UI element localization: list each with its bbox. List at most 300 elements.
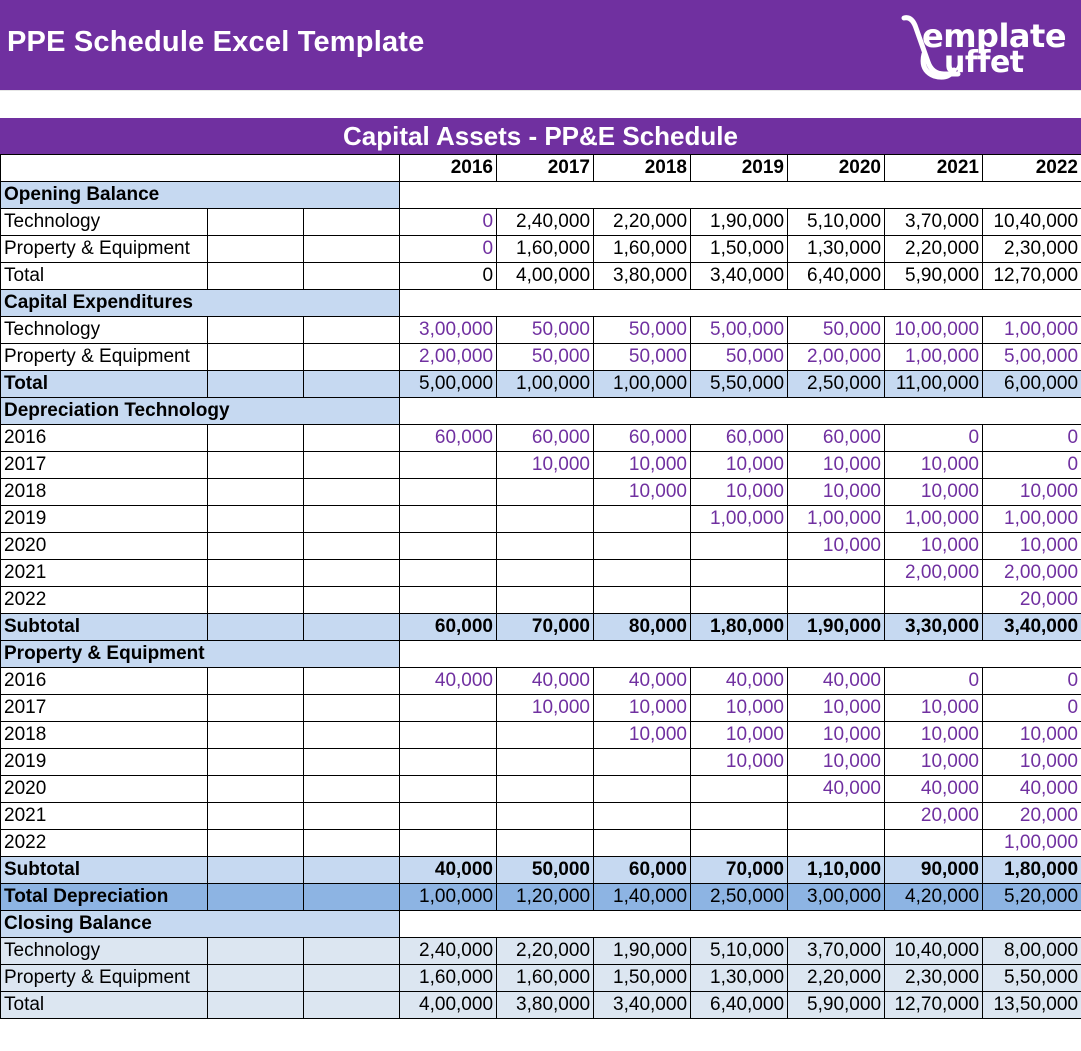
empty-cell: [208, 533, 304, 560]
section-header-row: [1, 398, 1081, 425]
value-cell: 4,00,000: [400, 992, 497, 1019]
empty-cell: [304, 992, 400, 1019]
section-blank-cell: [400, 290, 1081, 317]
value-cell: 10,000: [594, 452, 691, 479]
row-label: 2016: [1, 425, 208, 452]
empty-cell: [208, 830, 304, 857]
row-label: 2019: [1, 506, 208, 533]
value-cell: 5,90,000: [788, 992, 885, 1019]
value-cell: [497, 803, 594, 830]
empty-cell: [208, 209, 304, 236]
value-cell: [497, 749, 594, 776]
value-cell: 1,00,000: [983, 830, 1081, 857]
value-cell: 1,80,000: [983, 857, 1081, 884]
empty-cell: [208, 614, 304, 641]
light-row: [1, 938, 1081, 965]
value-cell: 6,40,000: [691, 992, 788, 1019]
band-row: [1, 371, 1081, 398]
empty-cell: [208, 695, 304, 722]
value-cell: 0: [400, 263, 497, 290]
row-label: Subtotal: [1, 614, 208, 641]
section-blank-cell: [400, 911, 1081, 938]
value-cell: 5,50,000: [691, 371, 788, 398]
empty-cell: [304, 722, 400, 749]
value-cell: 2,00,000: [983, 560, 1081, 587]
row-label: 2017: [1, 452, 208, 479]
value-cell: 10,40,000: [983, 209, 1081, 236]
data-row: [1, 263, 1081, 290]
value-cell: [400, 560, 497, 587]
value-cell: 10,000: [983, 533, 1081, 560]
value-cell: 3,30,000: [885, 614, 983, 641]
data-row: [1, 668, 1081, 695]
value-cell: [400, 695, 497, 722]
dark-row: [1, 884, 1081, 911]
year-header: 2019: [691, 155, 788, 182]
value-cell: [691, 830, 788, 857]
value-cell: 60,000: [788, 425, 885, 452]
value-cell: 10,000: [594, 695, 691, 722]
empty-cell: [304, 236, 400, 263]
data-row: [1, 479, 1081, 506]
empty-cell: [304, 209, 400, 236]
value-cell: 10,000: [885, 533, 983, 560]
value-cell: [400, 587, 497, 614]
value-cell: [400, 722, 497, 749]
empty-cell: [208, 236, 304, 263]
value-cell: 2,00,000: [788, 344, 885, 371]
empty-cell: [208, 668, 304, 695]
empty-cell: [304, 452, 400, 479]
value-cell: 40,000: [983, 776, 1081, 803]
empty-cell: [208, 857, 304, 884]
value-cell: 10,000: [885, 479, 983, 506]
empty-cell: [304, 749, 400, 776]
spacer-row: [0, 90, 1081, 119]
year-header: 2020: [788, 155, 885, 182]
empty-cell: [304, 587, 400, 614]
row-label: 2022: [1, 587, 208, 614]
value-cell: 10,000: [691, 479, 788, 506]
value-cell: [497, 479, 594, 506]
value-cell: 3,80,000: [594, 263, 691, 290]
value-cell: [691, 587, 788, 614]
value-cell: 20,000: [983, 587, 1081, 614]
section-label: Capital Expenditures: [1, 290, 400, 317]
empty-cell: [304, 479, 400, 506]
data-row: [1, 209, 1081, 236]
empty-cell: [208, 506, 304, 533]
value-cell: 10,000: [788, 452, 885, 479]
value-cell: 50,000: [497, 317, 594, 344]
value-cell: 6,40,000: [788, 263, 885, 290]
row-label: Property & Equipment: [1, 344, 208, 371]
value-cell: 13,50,000: [983, 992, 1081, 1019]
value-cell: [594, 803, 691, 830]
value-cell: 10,000: [788, 695, 885, 722]
value-cell: 10,000: [885, 452, 983, 479]
value-cell: 10,000: [691, 695, 788, 722]
value-cell: 1,90,000: [691, 209, 788, 236]
empty-cell: [304, 614, 400, 641]
value-cell: 20,000: [885, 803, 983, 830]
value-cell: 10,000: [497, 452, 594, 479]
value-cell: 50,000: [788, 317, 885, 344]
row-label: Total Depreciation: [1, 884, 208, 911]
value-cell: 1,40,000: [594, 884, 691, 911]
value-cell: [497, 587, 594, 614]
row-label: Technology: [1, 938, 208, 965]
value-cell: 10,000: [983, 749, 1081, 776]
section-header-row: [1, 182, 1081, 209]
value-cell: 2,20,000: [885, 236, 983, 263]
empty-cell: [208, 749, 304, 776]
data-row: [1, 695, 1081, 722]
value-cell: 2,00,000: [885, 560, 983, 587]
value-cell: 0: [400, 209, 497, 236]
value-cell: 0: [885, 425, 983, 452]
value-cell: [400, 452, 497, 479]
value-cell: 12,70,000: [885, 992, 983, 1019]
empty-cell: [208, 344, 304, 371]
empty-cell: [304, 668, 400, 695]
value-cell: 1,60,000: [497, 236, 594, 263]
empty-cell: [304, 776, 400, 803]
logo-line-2: uffet: [944, 45, 1024, 80]
value-cell: [788, 830, 885, 857]
value-cell: 10,000: [691, 452, 788, 479]
value-cell: 0: [400, 236, 497, 263]
header-blank-cell: [1, 155, 400, 182]
value-cell: 10,000: [691, 749, 788, 776]
row-label: Total: [1, 371, 208, 398]
value-cell: 5,20,000: [983, 884, 1081, 911]
data-row: [1, 749, 1081, 776]
value-cell: [400, 479, 497, 506]
light-row: [1, 965, 1081, 992]
value-cell: 1,50,000: [691, 236, 788, 263]
empty-cell: [208, 884, 304, 911]
value-cell: [691, 560, 788, 587]
section-header-row: [1, 290, 1081, 317]
value-cell: [400, 776, 497, 803]
subtotal-row: [1, 614, 1081, 641]
value-cell: 40,000: [594, 668, 691, 695]
empty-cell: [304, 317, 400, 344]
value-cell: 3,00,000: [400, 317, 497, 344]
schedule-title: Capital Assets - PP&E Schedule: [0, 118, 1081, 154]
value-cell: 5,00,000: [983, 344, 1081, 371]
empty-cell: [304, 857, 400, 884]
empty-cell: [208, 938, 304, 965]
value-cell: [497, 830, 594, 857]
value-cell: [788, 560, 885, 587]
value-cell: 10,000: [983, 479, 1081, 506]
row-label: 2021: [1, 803, 208, 830]
year-header-row: [1, 155, 1081, 182]
value-cell: 12,70,000: [983, 263, 1081, 290]
row-label: 2019: [1, 749, 208, 776]
value-cell: 1,20,000: [497, 884, 594, 911]
value-cell: 10,000: [497, 695, 594, 722]
value-cell: 60,000: [691, 425, 788, 452]
value-cell: 1,00,000: [497, 371, 594, 398]
row-label: 2017: [1, 695, 208, 722]
empty-cell: [208, 452, 304, 479]
value-cell: [594, 533, 691, 560]
value-cell: [594, 506, 691, 533]
empty-cell: [304, 560, 400, 587]
value-cell: 6,00,000: [983, 371, 1081, 398]
section-label: Depreciation Technology: [1, 398, 400, 425]
section-label: Property & Equipment: [1, 641, 400, 668]
value-cell: 1,00,000: [691, 506, 788, 533]
data-row: [1, 803, 1081, 830]
value-cell: 2,20,000: [497, 938, 594, 965]
value-cell: 2,20,000: [594, 209, 691, 236]
empty-cell: [304, 425, 400, 452]
empty-cell: [304, 533, 400, 560]
row-label: 2016: [1, 668, 208, 695]
section-header-row: [1, 641, 1081, 668]
value-cell: [594, 776, 691, 803]
subtotal-row: [1, 857, 1081, 884]
value-cell: 2,30,000: [983, 236, 1081, 263]
year-header: 2017: [497, 155, 594, 182]
value-cell: 10,000: [788, 479, 885, 506]
value-cell: 3,40,000: [594, 992, 691, 1019]
empty-cell: [208, 560, 304, 587]
value-cell: [691, 533, 788, 560]
value-cell: 5,10,000: [788, 209, 885, 236]
value-cell: [400, 749, 497, 776]
value-cell: 3,40,000: [691, 263, 788, 290]
row-label: Technology: [1, 317, 208, 344]
empty-cell: [208, 965, 304, 992]
year-header: 2022: [983, 155, 1081, 182]
value-cell: 10,000: [788, 722, 885, 749]
value-cell: 10,000: [788, 749, 885, 776]
value-cell: 3,70,000: [788, 938, 885, 965]
value-cell: 1,00,000: [400, 884, 497, 911]
empty-cell: [208, 587, 304, 614]
value-cell: [497, 776, 594, 803]
empty-cell: [208, 425, 304, 452]
data-row: [1, 425, 1081, 452]
value-cell: [497, 722, 594, 749]
empty-cell: [304, 830, 400, 857]
value-cell: 0: [983, 425, 1081, 452]
value-cell: 50,000: [497, 344, 594, 371]
value-cell: 1,30,000: [788, 236, 885, 263]
value-cell: 50,000: [497, 857, 594, 884]
row-label: Property & Equipment: [1, 236, 208, 263]
value-cell: 1,60,000: [400, 965, 497, 992]
value-cell: 1,50,000: [594, 965, 691, 992]
data-row: [1, 533, 1081, 560]
light-row: [1, 992, 1081, 1019]
value-cell: [788, 587, 885, 614]
empty-cell: [208, 803, 304, 830]
value-cell: 40,000: [885, 776, 983, 803]
data-row: [1, 560, 1081, 587]
value-cell: 5,00,000: [400, 371, 497, 398]
value-cell: 3,00,000: [788, 884, 885, 911]
value-cell: [400, 533, 497, 560]
value-cell: 50,000: [691, 344, 788, 371]
value-cell: 40,000: [497, 668, 594, 695]
value-cell: 70,000: [497, 614, 594, 641]
row-label: Property & Equipment: [1, 965, 208, 992]
value-cell: 2,50,000: [691, 884, 788, 911]
value-cell: [497, 506, 594, 533]
row-label: 2021: [1, 560, 208, 587]
data-row: [1, 236, 1081, 263]
value-cell: 3,40,000: [983, 614, 1081, 641]
data-row: [1, 830, 1081, 857]
value-cell: 1,00,000: [885, 506, 983, 533]
value-cell: 40,000: [788, 776, 885, 803]
value-cell: 2,40,000: [400, 938, 497, 965]
value-cell: [885, 587, 983, 614]
empty-cell: [304, 263, 400, 290]
value-cell: 2,00,000: [400, 344, 497, 371]
value-cell: 1,00,000: [983, 506, 1081, 533]
value-cell: 50,000: [594, 317, 691, 344]
value-cell: 0: [983, 668, 1081, 695]
value-cell: 10,000: [788, 533, 885, 560]
value-cell: 90,000: [885, 857, 983, 884]
value-cell: 10,000: [594, 479, 691, 506]
row-label: Subtotal: [1, 857, 208, 884]
value-cell: 60,000: [400, 614, 497, 641]
row-label: Total: [1, 992, 208, 1019]
value-cell: 20,000: [983, 803, 1081, 830]
value-cell: [594, 830, 691, 857]
empty-cell: [304, 371, 400, 398]
value-cell: 1,80,000: [691, 614, 788, 641]
value-cell: 1,30,000: [691, 965, 788, 992]
value-cell: 1,00,000: [788, 506, 885, 533]
value-cell: [594, 587, 691, 614]
value-cell: 80,000: [594, 614, 691, 641]
value-cell: [400, 506, 497, 533]
empty-cell: [208, 776, 304, 803]
value-cell: [788, 803, 885, 830]
empty-cell: [304, 938, 400, 965]
data-row: [1, 722, 1081, 749]
row-label: 2022: [1, 830, 208, 857]
value-cell: 5,90,000: [885, 263, 983, 290]
value-cell: 0: [885, 668, 983, 695]
value-cell: 10,000: [594, 722, 691, 749]
value-cell: 40,000: [400, 668, 497, 695]
data-row: [1, 344, 1081, 371]
value-cell: 1,10,000: [788, 857, 885, 884]
value-cell: 0: [983, 452, 1081, 479]
value-cell: 1,90,000: [594, 938, 691, 965]
section-blank-cell: [400, 641, 1081, 668]
ppe-schedule-table: [0, 154, 1081, 1019]
value-cell: 60,000: [400, 425, 497, 452]
template-buffet-logo: [898, 10, 1074, 82]
value-cell: [691, 803, 788, 830]
value-cell: 5,10,000: [691, 938, 788, 965]
section-blank-cell: [400, 182, 1081, 209]
value-cell: [400, 803, 497, 830]
value-cell: 1,90,000: [788, 614, 885, 641]
value-cell: 2,40,000: [497, 209, 594, 236]
value-cell: 70,000: [691, 857, 788, 884]
row-label: Total: [1, 263, 208, 290]
value-cell: 60,000: [497, 425, 594, 452]
value-cell: 10,00,000: [885, 317, 983, 344]
empty-cell: [304, 344, 400, 371]
value-cell: 3,80,000: [497, 992, 594, 1019]
value-cell: 8,00,000: [983, 938, 1081, 965]
value-cell: 10,000: [691, 722, 788, 749]
year-header: 2016: [400, 155, 497, 182]
value-cell: 2,20,000: [788, 965, 885, 992]
value-cell: 0: [983, 695, 1081, 722]
value-cell: [691, 776, 788, 803]
empty-cell: [304, 803, 400, 830]
section-label: Closing Balance: [1, 911, 400, 938]
empty-cell: [304, 695, 400, 722]
value-cell: 10,40,000: [885, 938, 983, 965]
empty-cell: [304, 965, 400, 992]
row-label: 2018: [1, 722, 208, 749]
empty-cell: [304, 884, 400, 911]
value-cell: 3,70,000: [885, 209, 983, 236]
value-cell: 40,000: [788, 668, 885, 695]
empty-cell: [208, 263, 304, 290]
value-cell: [594, 560, 691, 587]
row-label: 2018: [1, 479, 208, 506]
value-cell: 40,000: [691, 668, 788, 695]
data-row: [1, 587, 1081, 614]
data-row: [1, 317, 1081, 344]
value-cell: 10,000: [885, 749, 983, 776]
empty-cell: [208, 722, 304, 749]
value-cell: [400, 830, 497, 857]
value-cell: 5,00,000: [691, 317, 788, 344]
data-row: [1, 506, 1081, 533]
value-cell: 10,000: [885, 695, 983, 722]
empty-cell: [208, 479, 304, 506]
year-header: 2018: [594, 155, 691, 182]
value-cell: 10,000: [983, 722, 1081, 749]
value-cell: [497, 533, 594, 560]
value-cell: [885, 830, 983, 857]
logo-line-1: emplate: [922, 17, 1067, 55]
empty-cell: [304, 506, 400, 533]
value-cell: [497, 560, 594, 587]
value-cell: 2,50,000: [788, 371, 885, 398]
value-cell: 1,60,000: [594, 236, 691, 263]
value-cell: 40,000: [400, 857, 497, 884]
page-title: PPE Schedule Excel Template: [7, 26, 425, 58]
year-header: 2021: [885, 155, 983, 182]
value-cell: 4,00,000: [497, 263, 594, 290]
value-cell: 1,00,000: [594, 371, 691, 398]
row-label: 2020: [1, 776, 208, 803]
section-label: Opening Balance: [1, 182, 400, 209]
value-cell: 2,30,000: [885, 965, 983, 992]
empty-cell: [208, 317, 304, 344]
value-cell: 4,20,000: [885, 884, 983, 911]
value-cell: 11,00,000: [885, 371, 983, 398]
